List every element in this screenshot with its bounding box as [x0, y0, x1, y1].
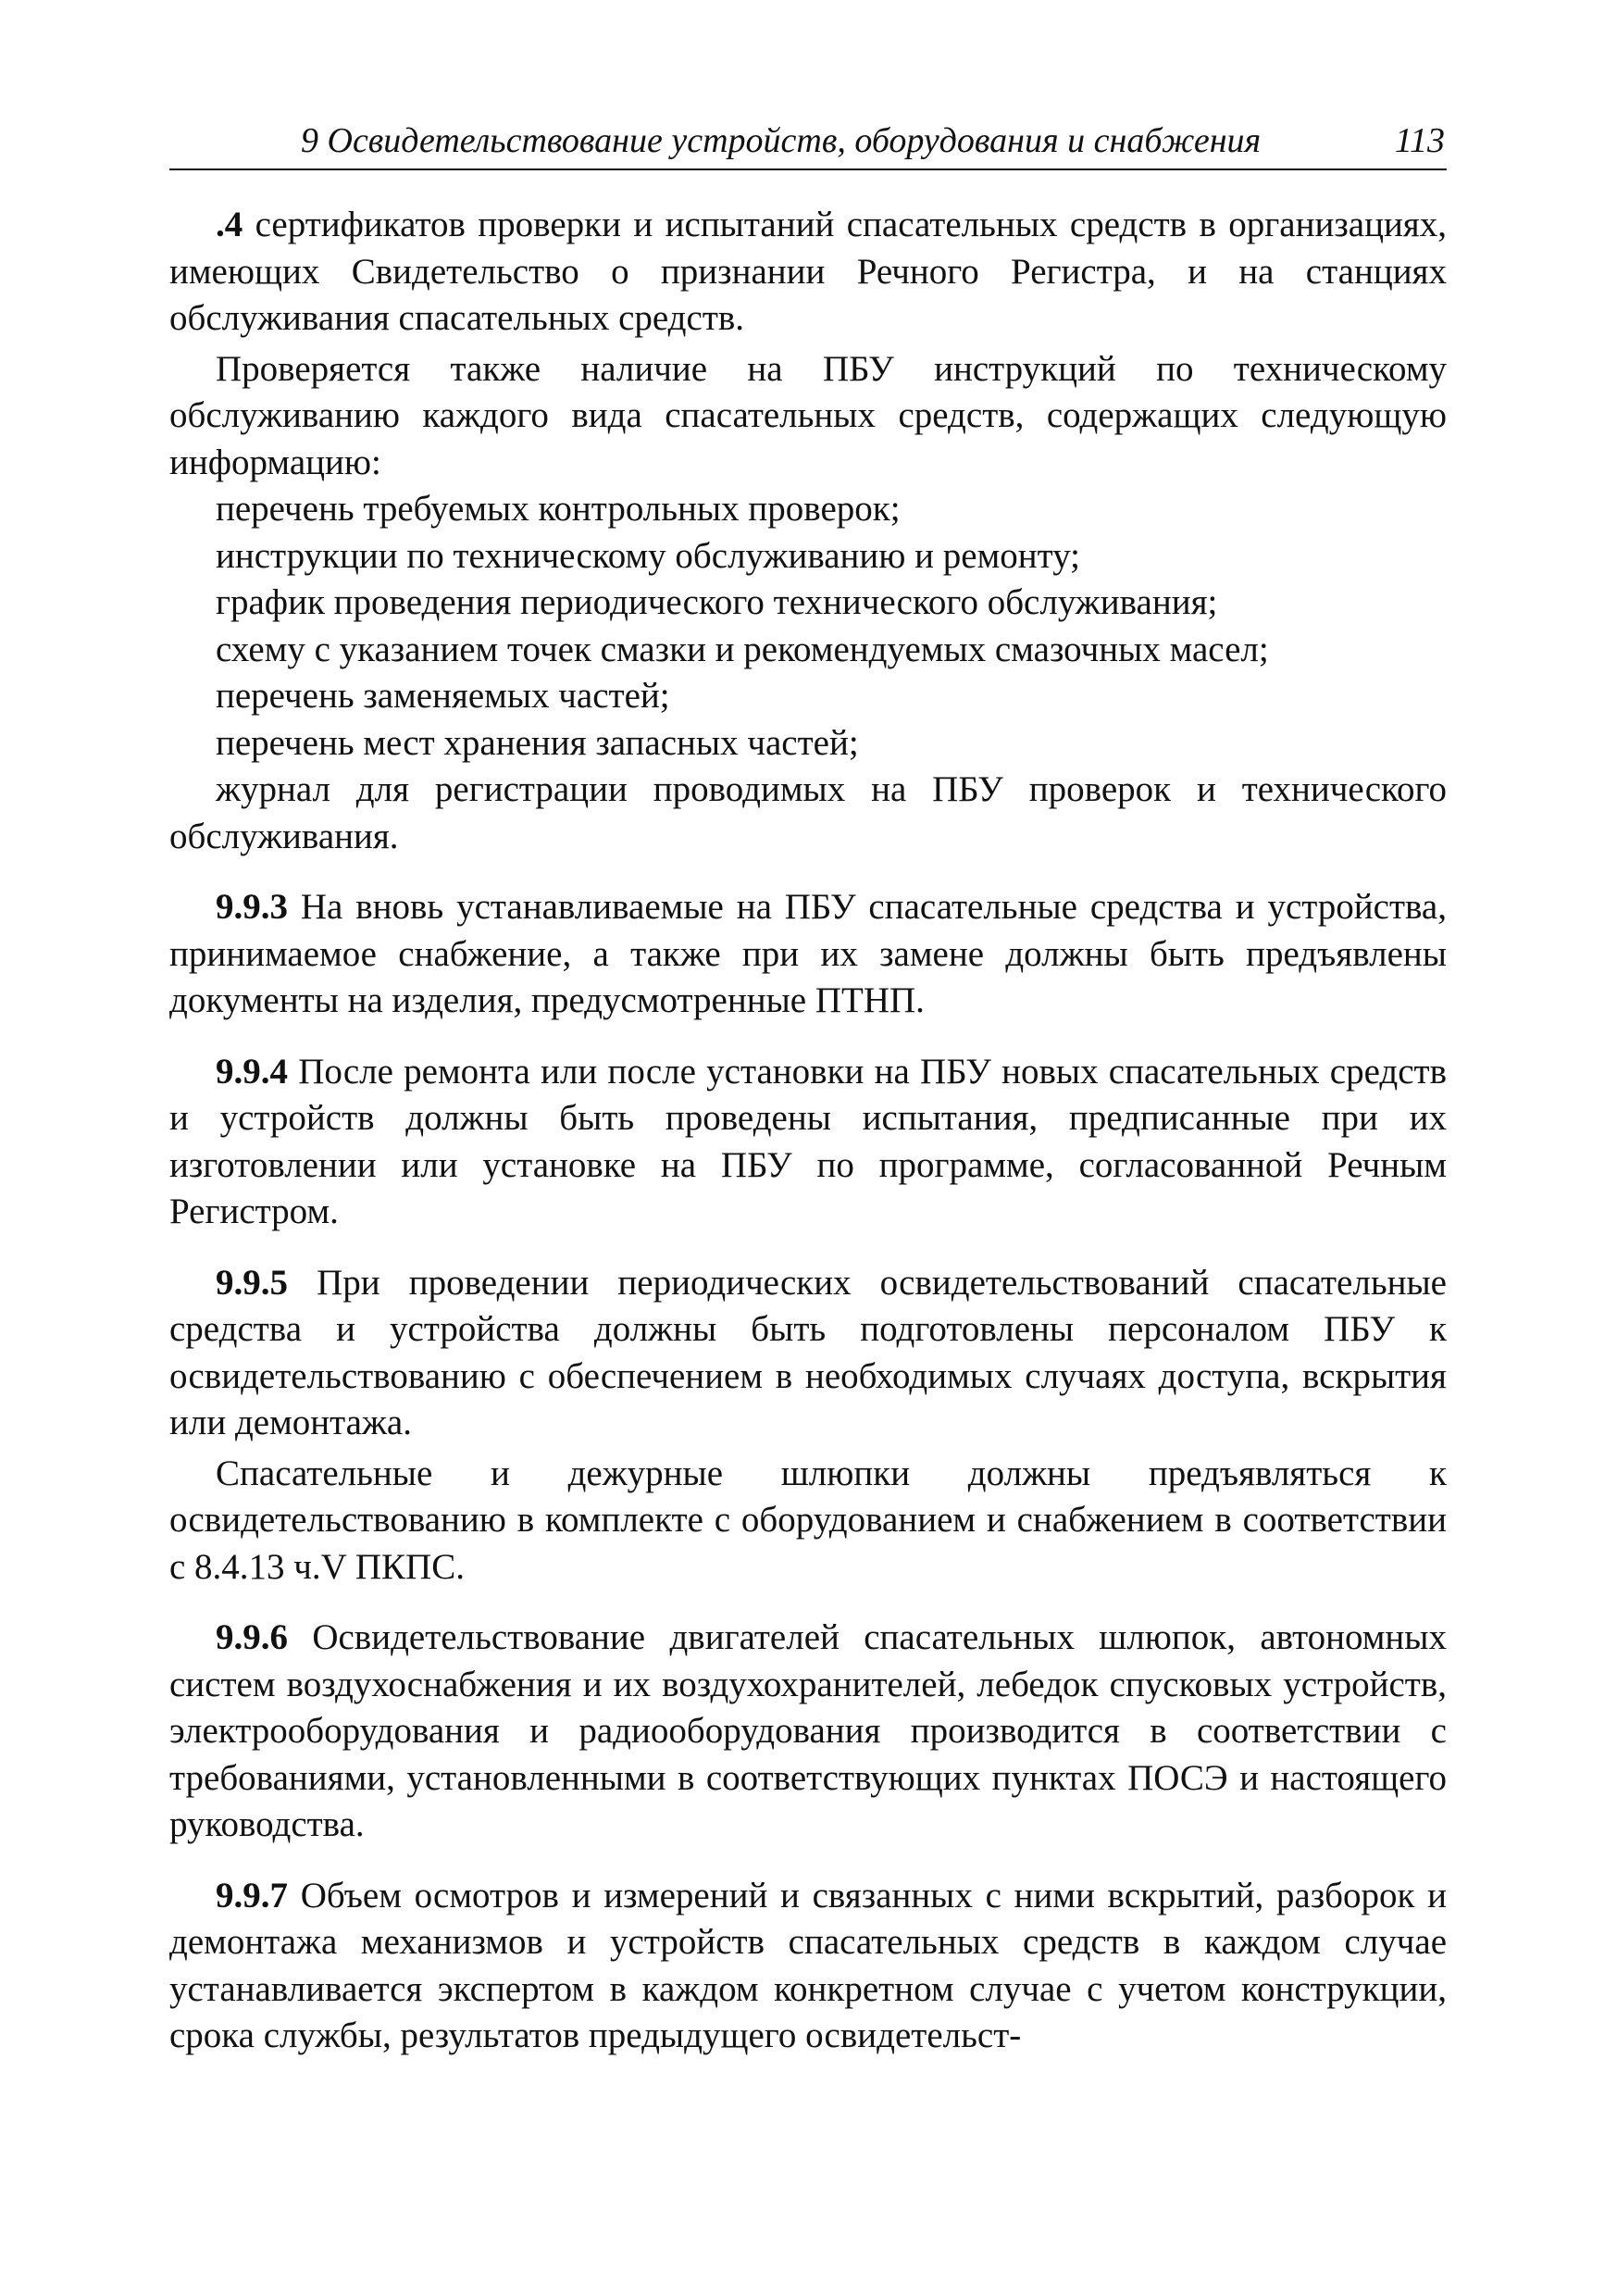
chapter-title: 9 Освидетельствование устройств, оборудования и снабжения — [301, 121, 1262, 160]
list-item: перечень требуемых контрольных проверок; — [216, 489, 901, 529]
list-item: перечень заменяемых частей; — [216, 676, 670, 716]
item-number: .4 — [216, 205, 243, 244]
section-text: После ремонта или после установки на ПБУ новых спасательных средств и устройств должны быть проведены испытания, предписанные при их изготовлении или установке на ПБУ по программе, согласованной Речным Регистром. — [169, 1051, 1447, 1231]
section-number: 9.9.4 — [216, 1051, 288, 1092]
paragraph-text: сертификатов проверки и испытаний спасательных средств в организациях, имеющих Свидетельство о признании Речного Регистра, и на станциях обслуживания спасательных средств. — [169, 205, 1447, 338]
section-9-9-5 — [169, 1260, 1447, 1447]
running-header — [169, 119, 1447, 170]
document-page — [169, 119, 1447, 2060]
section-number: 9.9.5 — [216, 1262, 288, 1303]
list-item: инструкции по техническому обслуживанию и ремонту; — [216, 535, 1081, 576]
list-item: график проведения периодического технического обслуживания; — [216, 582, 1218, 622]
section-9-9-6 — [169, 1615, 1447, 1849]
paragraph-item-4 — [169, 202, 1447, 343]
section-number: 9.9.3 — [216, 887, 288, 927]
section-text: При проведении периодических освидетельствований спасательные средства и устройства должны быть подготовлены персоналом ПБУ к освидетельствованию с обеспечением в необходимых случаях доступа, вскрытия или демонтажа. — [169, 1262, 1447, 1442]
section-text: Объем осмотров и измерений и связанных с ними вскрытий, разборок и демонтажа механизмов и устройств спасательных средств в каждом случае устанавливается экспертом в каждом конкретном случае с учетом конструкции, срока службы, результатов предыдущего освидетельст- — [169, 1875, 1447, 2055]
paragraph-lifeboats: Спасательные и дежурные шлюпки должны предъявляться к освидетельствованию в комплекте с оборудованием и снабжением в соответствии с 8.4.13 ч.V ПКПС. — [169, 1453, 1447, 1587]
section-text: Освидетельствование двигателей спасательных шлюпок, автономных систем воздухоснабжения и их воздухохранителей, лебедок спусковых устройств, электрооборудования и радиооборудования производится в соответствии с требованиями, установленными в соответствующих пунктах ПОСЭ и настоящего руководства. — [169, 1617, 1447, 1844]
list-item: схему с указанием точек смазки и рекомендуемых смазочных масел; — [216, 629, 1269, 669]
section-number: 9.9.7 — [216, 1875, 288, 1915]
page-number: 113 — [1394, 121, 1445, 160]
section-number: 9.9.6 — [216, 1617, 288, 1657]
list-item: перечень мест хранения запасных частей; — [216, 722, 859, 763]
section-text: На вновь устанавливаемые на ПБУ спасательные средства и устройства, принимаемое снабжение, а также при их замене должны быть предъявлены документы на изделия, предусмотренные ПТНП. — [169, 887, 1447, 1020]
list-item: журнал для регистрации проводимых на ПБУ проверок и технического обслуживания. — [169, 769, 1447, 856]
section-9-9-3 — [169, 884, 1447, 1025]
paragraph-instructions: Проверяется также наличие на ПБУ инструкций по техническому обслуживанию каждого вида спасательных средств, содержащих следующую информацию: — [169, 348, 1447, 482]
section-9-9-4 — [169, 1049, 1447, 1236]
section-9-9-7 — [169, 1873, 1447, 2060]
